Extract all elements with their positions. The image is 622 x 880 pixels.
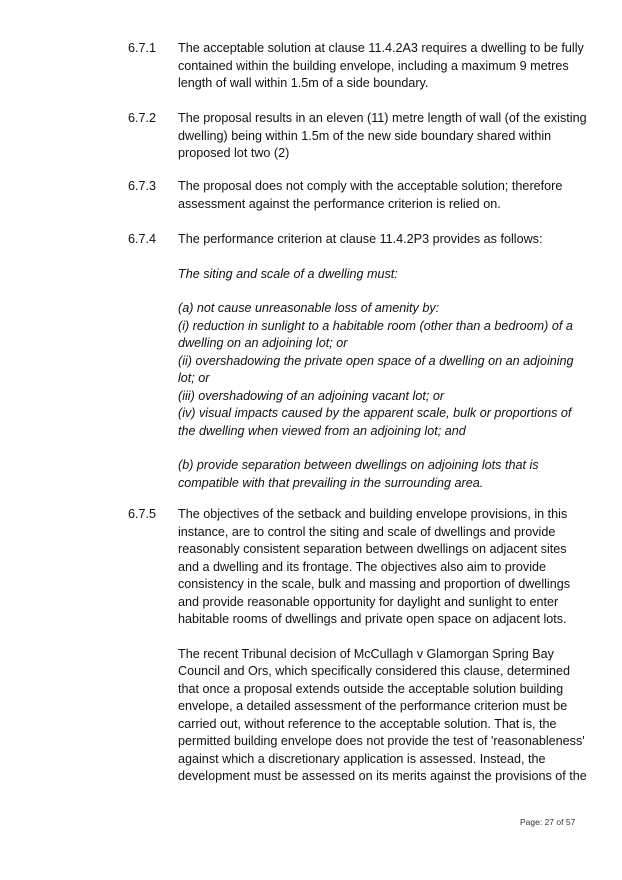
quote-heading: The siting and scale of a dwelling must: [178,266,398,281]
quote-line: (a) not cause unreasonable loss of amenity by: [178,301,440,315]
line: The objectives of the setback and building envelope provisions, in this [178,507,568,521]
line: and a dwelling and its frontage. The objectives also aim to provide [178,559,547,574]
line: that once a proposal extends outside the acceptable solution building [178,681,564,696]
quote-line: (iv) visual impacts caused by the apparent scale, bulk or proportions of [178,406,572,420]
line: assessment against the performance criterion is relied on. [178,196,501,211]
quote-line: dwelling on an adjoining lot; or [178,336,348,350]
clause-number: 6.7.1 [128,41,157,55]
quote-line: (ii) overshadowing the private open space of a dwelling on an adjoining [178,353,574,368]
quote-line: the dwelling when viewed from an adjoining lot; and [178,423,466,438]
line: length of wall within 1.5m of a side boundary. [178,76,429,90]
line: proposed lot two (2) [178,146,290,160]
line: Council and Ors, which specifically considered this clause, determined [178,664,570,678]
line: carried out, without reference to the acceptable solution. That is, the [178,716,557,731]
quote-line: (iii) overshadowing of an adjoining vacant lot; or [178,388,445,403]
line: The recent Tribunal decision of McCullagh v Glamorgan Spring Bay [178,646,554,661]
quote-line: (b) provide separation between dwellings on adjoining lots that is [178,458,539,472]
line: The acceptable solution at clause 11.4.2A3 requires a dwelling to be fully [178,41,584,55]
clause-number: 6.7.2 [128,111,157,125]
clause-6-7-5 [128,506,588,786]
line: development must be assessed on its merits against the provisions of the [178,769,587,783]
line: against which a discretionary application is assessed. Instead, the [178,751,546,766]
line: instance, are to control the siting and scale of dwellings and provide [178,524,556,539]
line: envelope, a detailed assessment of the performance criterion must be [178,699,568,713]
line: permitted building envelope does not provide the test of 'reasonableness' [178,734,585,748]
quote-line: (i) reduction in sunlight to a habitable room (other than a bedroom) of a [178,318,573,333]
line: contained within the building envelope, including a maximum 9 metres [178,58,569,73]
clause-number: 6.7.3 [128,179,157,193]
line: habitable rooms of dwellings and private open space on adjacent lots. [178,612,567,626]
line: The proposal results in an eleven (11) metre length of wall (of the existing [178,111,587,125]
intro-text: The performance criterion at clause 11.4.2P3 provides as follows: [178,232,543,246]
clause-6-7-4 [128,231,588,492]
line: reasonably consistent separation between dwellings on adjacent sites [178,542,567,556]
line: and provide reasonable opportunity for daylight and sunlight to enter [178,594,559,609]
quote-line: compatible with that prevailing in the surrounding area. [178,475,484,490]
line: The proposal does not comply with the acceptable solution; therefore [178,179,563,193]
clause-6-7-2 [128,110,588,163]
clause-6-7-1 [128,40,588,93]
clause-number: 6.7.5 [128,507,157,521]
page-number: Page: 27 of 57 [520,817,576,827]
quote-line: lot; or [178,371,210,385]
line: dwelling) being within 1.5m of the new side boundary shared within [178,128,552,143]
clause-number: 6.7.4 [128,232,157,246]
clause-6-7-3 [128,178,588,213]
line: consistency in the scale, bulk and massing and proportion of dwellings [178,577,571,591]
